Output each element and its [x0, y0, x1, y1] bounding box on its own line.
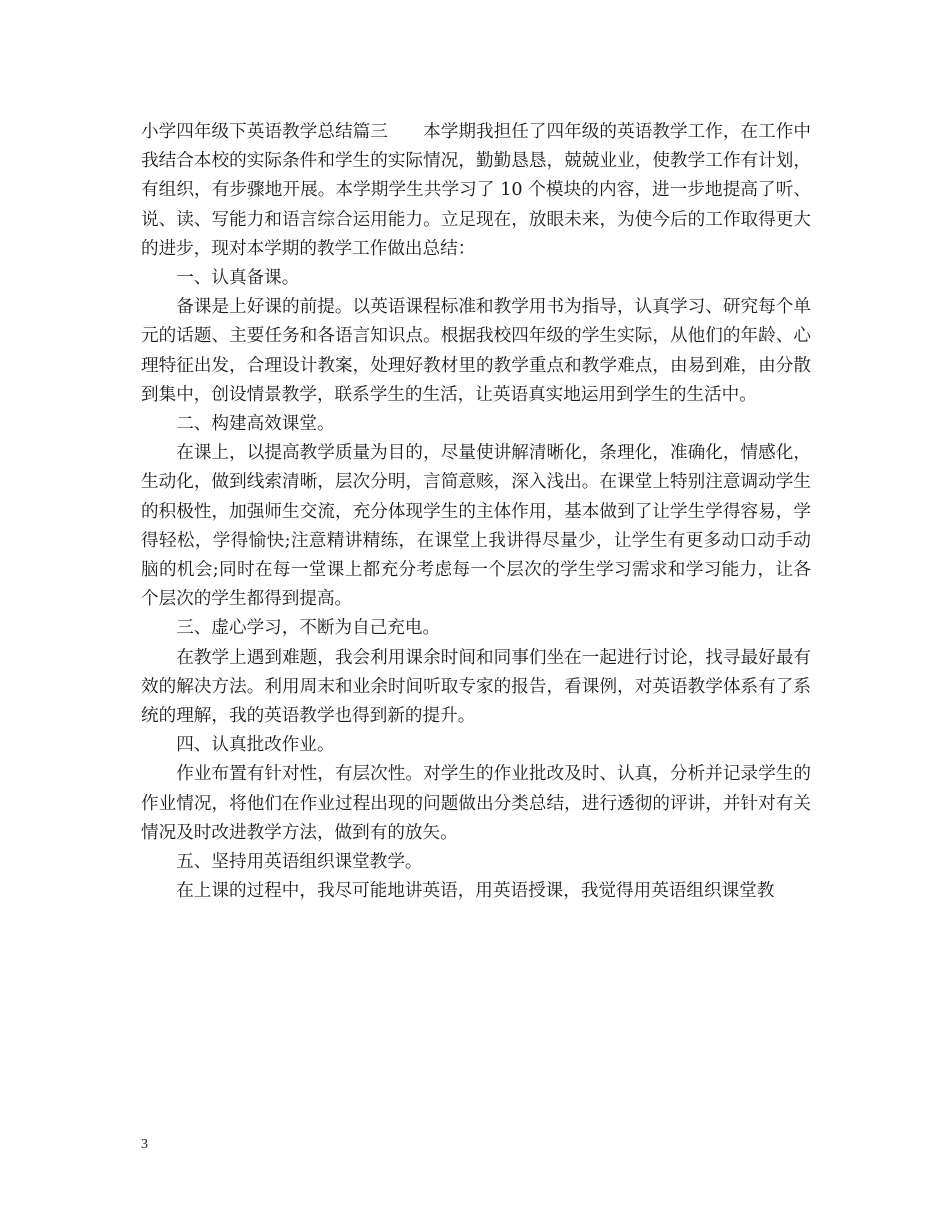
section-heading: 一、认真备课。: [176, 268, 300, 289]
document-body: [141, 118, 811, 906]
page-number: 3: [141, 1137, 148, 1152]
section-heading: 三、虚心学习，不断为自己充电。: [176, 618, 441, 639]
intro-paragraph: [141, 118, 811, 264]
section-body: 作业布置有针对性，有层次性。对学生的作业批改及时、认真，分析并记录学生的作业情况，将他们在作业过程出现的问题做出分类总结，进行透彻的评讲，并针对有关情况及时改进教学方法，做到有的放矢。: [141, 764, 811, 843]
section-heading: 五、坚持用英语组织课堂教学。: [176, 852, 423, 873]
intro-text: 本学期我担任了四年级的英语教学工作，在工作中我结合本校的实际条件和学生的实际情况，勤勤恳恳，兢兢业业，使教学工作有计划，有组织，有步骤地开展。本学期学生共学习了 10 个模块的内容，进一步地提高了听、说、读、写能力和语言综合运用能力。立足现在，放眼未来，为使今后的工作取得更大的进步，现对本学期的教学工作做出总结：: [141, 122, 811, 259]
section-body: 备课是上好课的前提。以英语课程标准和教学用书为指导，认真学习、研究每个单元的话题、主要任务和各语言知识点。根据我校四年级的学生实际，从他们的年龄、心理特征出发，合理设计教案，处理好教材里的教学重点和教学难点，由易到难，由分散到集中，创设情景教学，联系学生的生活，让英语真实地运用到学生的生活中。: [141, 297, 811, 405]
section-body: 在课上，以提高教学质量为目的，尽量使讲解清晰化，条理化，准确化，情感化，生动化，做到线索清晰，层次分明，言简意赅，深入浅出。在课堂上特别注意调动学生的积极性，加强师生交流，充分体现学生的主体作用，基本做到了让学生学得容易，学得轻松，学得愉快;注意精讲精练，在课堂上我讲得尽量少，让学生有更多动口动手动脑的机会;同时在每一堂课上都充分考虑每一个层次的学生学习需求和学习能力，让各个层次的学生都得到提高。: [141, 443, 811, 610]
section-body: 在教学上遇到难题，我会利用课余时间和同事们坐在一起进行讨论，找寻最好最有效的解决方法。利用周末和业余时间听取专家的报告，看课例，对英语教学体系有了系统的理解，我的英语教学也得到新的提升。: [141, 647, 811, 727]
section-heading: 二、构建高效课堂。: [176, 414, 335, 435]
document-title: 小学四年级下英语教学总结篇三: [141, 122, 388, 142]
section-body: 在上课的过程中，我尽可能地讲英语，用英语授课，我觉得用英语组织课堂教: [176, 881, 775, 902]
section-heading: 四、认真批改作业。: [176, 735, 335, 756]
